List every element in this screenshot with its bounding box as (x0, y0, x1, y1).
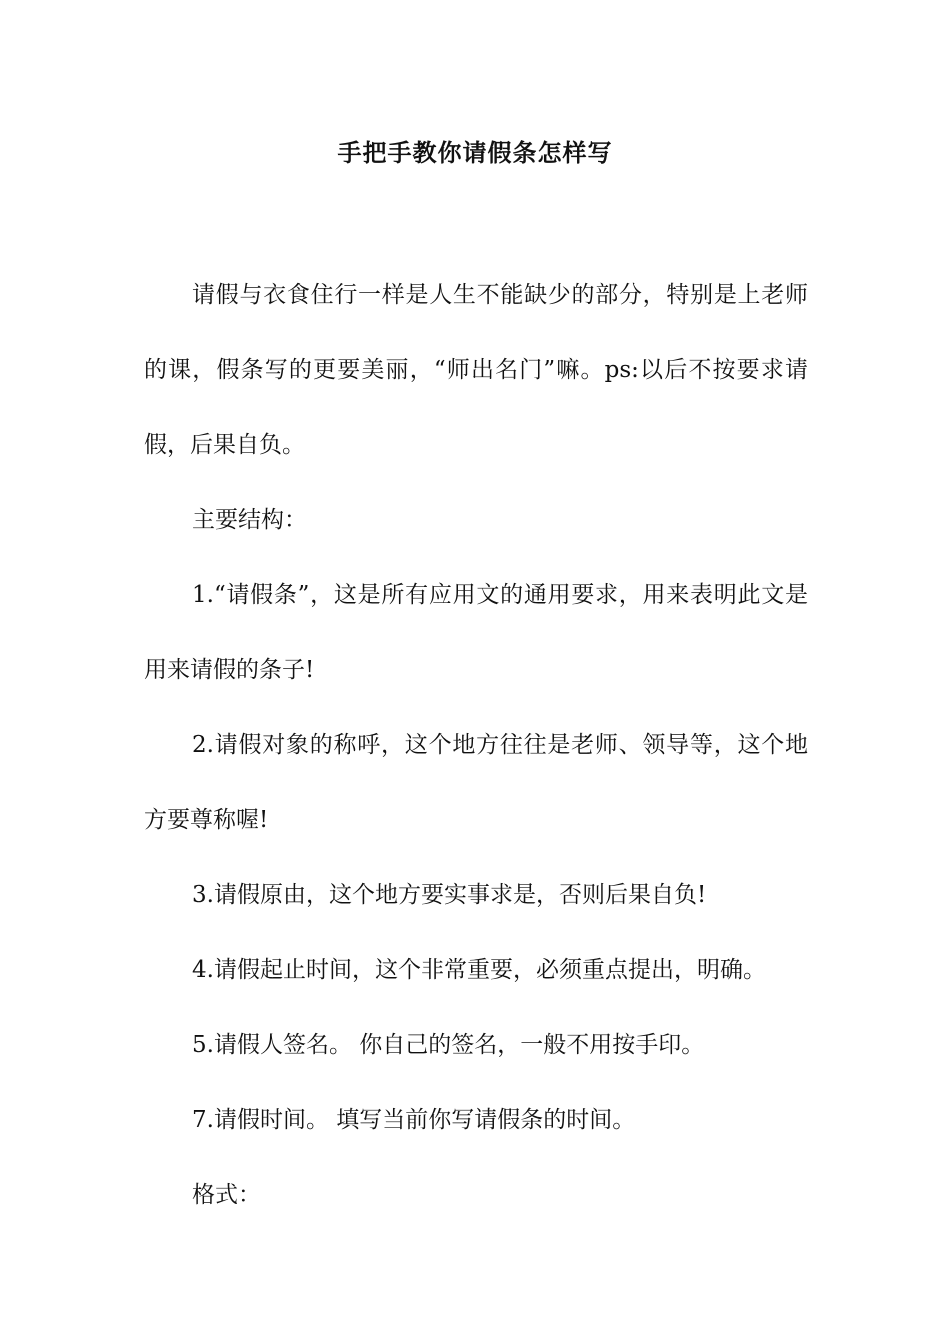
format-heading: 格式： (192, 1182, 261, 1208)
list-item-5: 5.请假人签名。 你自己的签名，一般不用按手印。 (192, 1032, 705, 1058)
structure-heading: 主要结构： (192, 507, 307, 533)
intro-paragraph: 请假与衣食住行一样是人生不能缺少的部分，特别是上老师的课，假条写的更要美丽，“师出名门”嘛。ps:以后不按要求请假，后果自负。 (144, 282, 808, 458)
list-item-4: 4.请假起止时间，这个非常重要，必须重点提出，明确。 (192, 957, 766, 983)
list-item-1: 1.“请假条”，这是所有应用文的通用要求，用来表明此文是用来请假的条子! (144, 582, 808, 683)
list-item-2: 2.请假对象的称呼，这个地方往往是老师、领导等，这个地方要尊称喔! (144, 732, 808, 833)
list-item-7: 7.请假时间。 填写当前你写请假条的时间。 (192, 1107, 636, 1133)
document-body (144, 258, 808, 1233)
list-item-3: 3.请假原由，这个地方要实事求是，否则后果自负! (192, 882, 707, 908)
document-title: 手把手教你请假条怎样写 (337, 138, 613, 167)
